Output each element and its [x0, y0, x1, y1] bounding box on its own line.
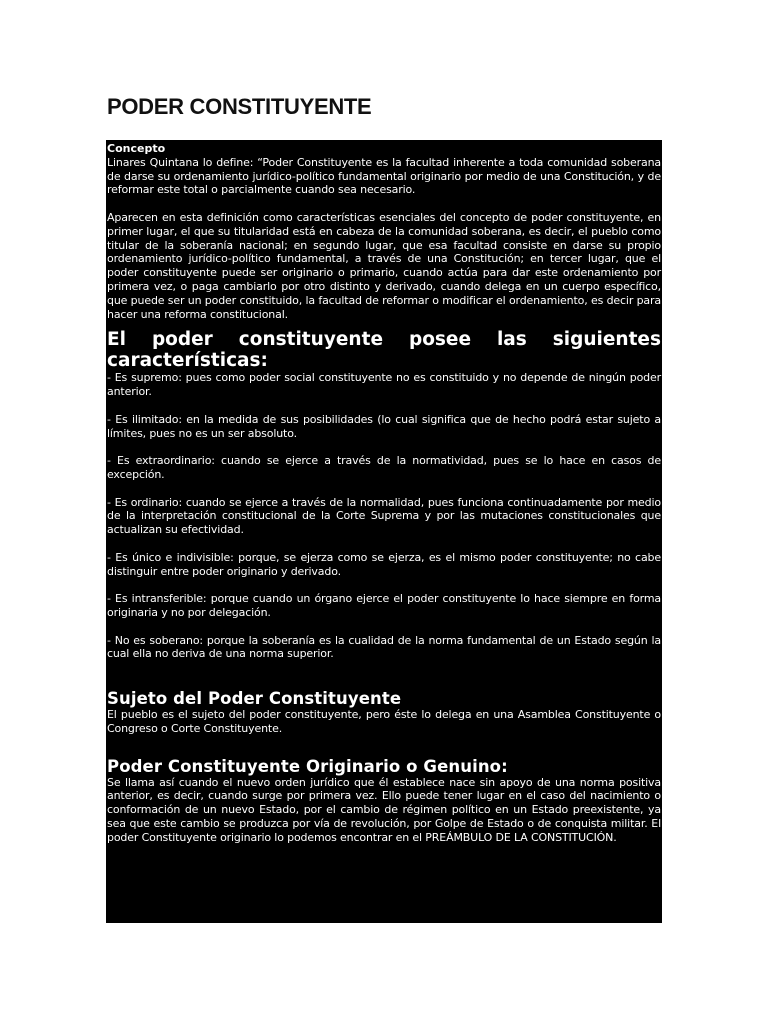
sujeto-paragraph: El pueblo es el sujeto del poder constituyente, pero éste lo delega en una Asamblea Constituyente o Congreso o Corte Constituyente.	[107, 708, 661, 735]
caracteristica-item-no-soberano: - No es soberano: porque la soberanía es la cualidad de la norma fundamental de un Estado según la cual ella no deriva de una norma superior.	[107, 633, 661, 661]
page-title: PODER CONSTITUYENTE	[107, 94, 372, 119]
sujeto-heading: Sujeto del Poder Constituyente	[107, 689, 402, 709]
caracteristicas-heading	[107, 329, 661, 371]
caracteristicas-heading-line2: características:	[107, 350, 268, 372]
document-content-box	[106, 140, 662, 923]
caracteristicas-heading-line1: El poder constituyente posee las siguientes	[107, 329, 661, 351]
concepto-paragraph-1: Linares Quintana lo define: “Poder Constituyente es la facultad inherente a toda comunidad soberana de darse su ordenamiento jurídico-político fundamental originario por medio de una Constitución, y de reformar este total o parcialmente cuando sea necesario.	[107, 155, 661, 197]
originario-paragraph: Se llama así cuando el nuevo orden jurídico que él establece nace sin apoyo de una norma positiva anterior, es decir, cuando surge por primera vez. Ello puede tener lugar en el caso del nacimiento o conformación de un nuevo Estado, por el cambio de régimen político en un Estado preexistente, ya sea que este cambio se produzca por vía de revolución, por Golpe de Estado o de conquista militar. El poder Constituyente originario lo podemos encontrar en el PREÁMBULO DE LA CONSTITUCIÓN.	[107, 775, 661, 844]
caracteristica-item-extraordinario: - Es extraordinario: cuando se ejerce a través de la normatividad, pues se lo hace en casos de excepción.	[107, 454, 661, 481]
caracteristica-item-unico: - Es único e indivisible: porque, se ejerza como se ejerza, es el mismo poder constituyente; no cabe distinguir entre poder originario y derivado.	[107, 550, 661, 578]
concepto-paragraph-2: Aparecen en esta definición como características esenciales del concepto de poder constituyente, en primer lugar, el que su titularidad está en cabeza de la comunidad soberana, es decir, el pueblo como titular de la soberanía nacional; en segundo lugar, que esa facultad consiste en darse su propio ordenamiento jurídico-político fundamental, a través de una Constitución; en tercer lugar, que el poder constituyente puede ser originario o primario, cuando actúa para dar este ordenamiento por primera vez, o paga cambiarlo por otro distinto y derivado, cuando delega en un cuerpo específico, que puede ser un poder constituido, la facultad de reformar o modificar el ordenamiento, es decir para hacer una reforma constitucional.	[107, 210, 661, 321]
caracteristica-item-supremo: - Es supremo: pues como poder social constituyente no es constituido y no depende de ningún poder anterior.	[107, 371, 661, 399]
caracteristica-item-ordinario: - Es ordinario: cuando se ejerce a través de la normalidad, pues funciona continuadamente por medio de la interpretación constitucional de la Corte Suprema y por las mutaciones constitucionales que actualizan su efectividad.	[107, 495, 661, 537]
caracteristica-item-intransferible: - Es intransferible: porque cuando un órgano ejerce el poder constituyente lo hace siempre en forma originaria y no por delegación.	[107, 592, 661, 619]
caracteristica-item-ilimitado: - Es ilimitado: en la medida de sus posibilidades (lo cual significa que de hecho podrá estar sujeto a límites, pues no es un ser absoluto.	[107, 412, 661, 440]
concepto-label: Concepto	[107, 142, 166, 155]
originario-heading: Poder Constituyente Originario o Genuino:	[107, 756, 508, 776]
